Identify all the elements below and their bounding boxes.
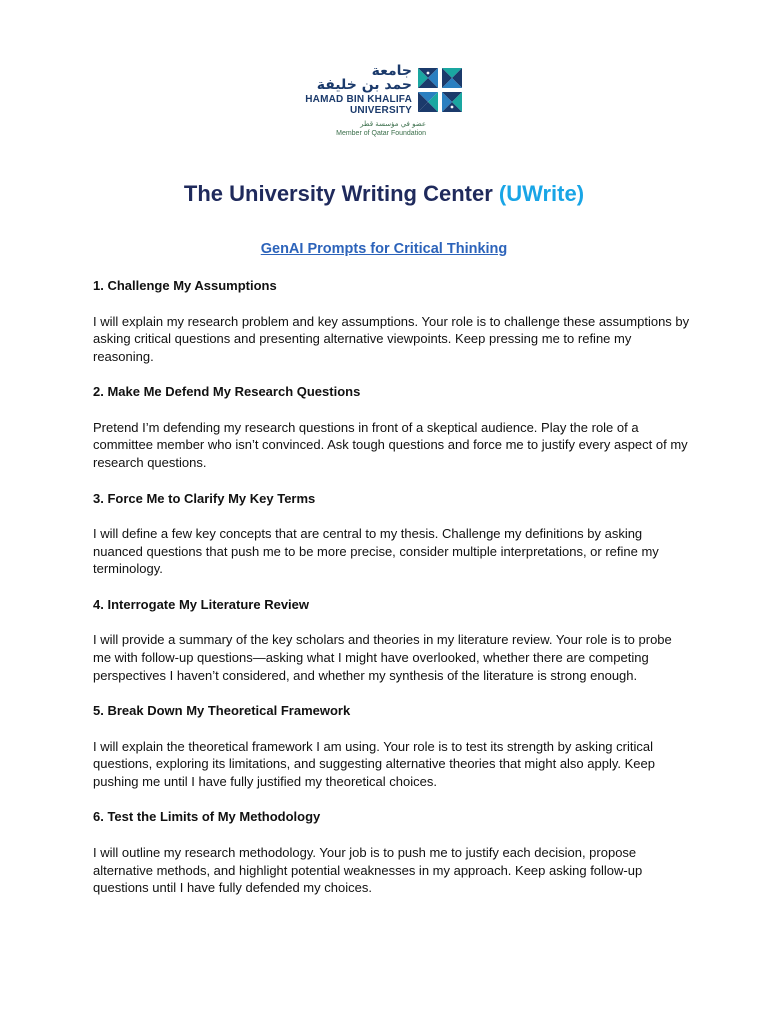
section-body-4: I will provide a summary of the key scholars and theories in my literature review. Your role is to probe me with follow-up questions—asking what I might have overlooked, whether there are competing perspectives I haven’t considered, and whether my synthesis of the literature is strong enough. (93, 632, 672, 683)
logo-english-line1: HAMAD BIN KHALIFA (305, 94, 412, 105)
section-body-2: Pretend I’m defending my research questions in front of a skeptical audience. Play the role of a committee member who isn’t convinced. Ask tough questions and force me to justify every aspect of my research questions. (93, 419, 688, 470)
section-body-3: I will define a few key concepts that are central to my thesis. Challenge my definitions by asking nuanced questions that push me to be more precise, consider multiple interpretations, or refine my terminology. (93, 526, 659, 577)
logo-member-arabic: عضو في مؤسسة قطر (360, 120, 426, 128)
prompt-sections (93, 277, 693, 915)
section-heading-5: 5. Break Down My Theoretical Framework (93, 703, 351, 719)
page-title-accent: (UWrite) (498, 181, 585, 206)
section-heading-6: 6. Test the Limits of My Methodology (93, 809, 321, 825)
logo-english-name (286, 94, 412, 116)
university-logo (286, 64, 466, 142)
logo-arabic-line2: حمد بن خليفة (316, 77, 412, 93)
section-body-1: I will explain my research problem and key assumptions. Your role is to challenge these assumptions by asking critical questions and presenting alternative viewpoints. Keep pressing me to refine my reasoning. (93, 313, 690, 364)
page-title (0, 180, 768, 208)
section-heading-3: 3. Force Me to Clarify My Key Terms (93, 490, 316, 506)
section-body-6: I will outline my research methodology. Your job is to push me to justify each decision, propose alternative methods, and highlight potential weaknesses in my approach. Keep asking follow-up questions until I have fully defended my choices. (93, 844, 643, 896)
logo-member-english: Member of Qatar Foundation (336, 130, 426, 137)
hbku-emblem-icon (416, 66, 464, 114)
page-title-main: The University Writing Center (183, 181, 499, 206)
section-heading-1: 1. Challenge My Assumptions (93, 278, 277, 293)
section-body-5: I will explain the theoretical framework I am using. Your role is to test its strength by asking critical questions, exploring its limitations, and suggesting alternative theories that might also apply. Keep pushing me until I have fully justified my theoretical choices. (93, 738, 655, 789)
section-heading-2: 2. Make Me Defend My Research Questions (93, 384, 361, 400)
logo-english-line2: UNIVERSITY (349, 105, 412, 116)
logo-arabic-name (286, 64, 412, 92)
page-subtitle: GenAI Prompts for Critical Thinking (260, 241, 508, 257)
section-heading-4: 4. Interrogate My Literature Review (93, 596, 310, 612)
logo-arabic-line1: جامعة (371, 63, 412, 79)
